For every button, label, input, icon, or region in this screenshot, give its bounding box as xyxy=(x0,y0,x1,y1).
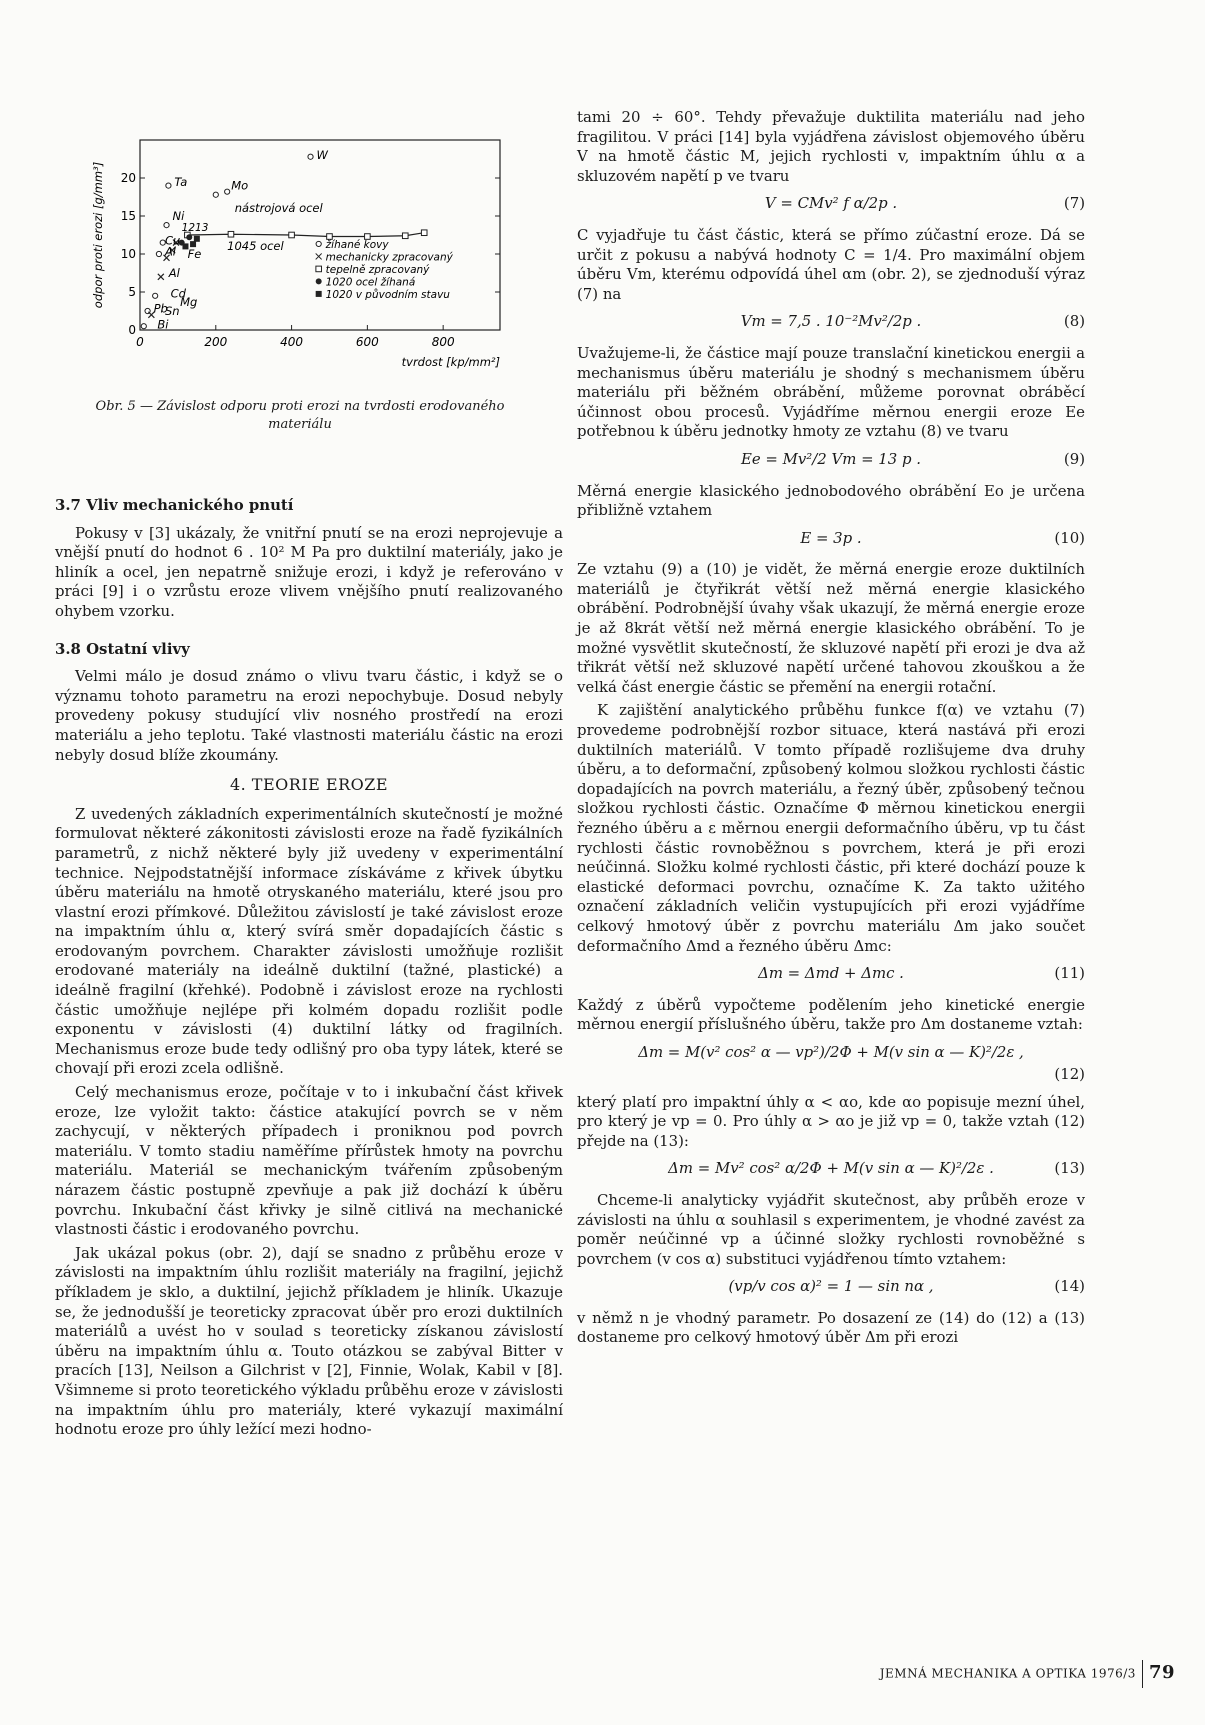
annealed-metal-point xyxy=(225,189,230,194)
legend-label: žíhané kovy xyxy=(325,238,389,251)
equation-9-body: Ee = Mv²/2 Vm = 13 p . xyxy=(741,449,921,468)
equation-7-number: (7) xyxy=(1063,194,1085,213)
metal-label: Pb xyxy=(153,301,168,316)
section-4-paragraph-3: Jak ukázal pokus (obr. 2), dají se snadno z průběhu eroze v závislosti na impaktním úhlu rozlišit materiály na fragilní, jejichž příkladem je sklo, a duktilní, jejichž příkladem je hliník. Ukazuje se, že jednodušší je teoreticky zpracovat úběr pro erozi duktilních materiálů a uvést ho v soulad s teoreticky získanou závislostí úběru na impaktním úhlu α. Touto otázkou se zabýval Bitter v pracích [13], Neilson a Gilchrist v [2], Finnie, Wolak, Kabil v [8]. Všimneme si proto teoretického výkladu průběhu eroze v závislosti na impaktním úhlu pro materiály, které vykazují maximální hodnotu eroze pro úhly ležící mezi hodno- xyxy=(55,1243,563,1439)
equation-10-body: E = 3p . xyxy=(800,528,862,547)
y-axis-label: odpor proti erozi [g/mm³] xyxy=(91,161,105,309)
y-tick-label: 15 xyxy=(120,209,136,223)
journal-name: JEMNÁ MECHANIKA A OPTIKA 1976/3 xyxy=(879,1666,1136,1681)
metal-label: Bi xyxy=(157,317,169,332)
equation-13-number: (13) xyxy=(1054,1159,1085,1178)
y-tick-label: 10 xyxy=(120,247,136,261)
right-paragraph-10: v němž n je vhodný parametr. Po dosazení ze (14) do (12) a (13) dostaneme pro celkový hmotový úběr Δm při erozi xyxy=(577,1308,1085,1347)
page-footer xyxy=(880,1660,1175,1688)
section-4-paragraph-2: Celý mechanismus eroze, počítaje v to i inkubační část křivek eroze, lze vyložit takto: částice atakující povrch se v něm zachycují, v některých případech i proniknou pod povrch materiálu. V tomto stadiu naměříme přírůstek hmoty na povrchu materiálu. Materiál se mechanickým tvářením způsobeným nárazem částic postupně zpevňuje a pak již dochází k úběru povrchu. Inkubační část křivky je silně citlivá na mechanické vlastnosti částic i erodovaného povrchu. xyxy=(55,1083,563,1239)
x-tick-label: 400 xyxy=(280,335,304,349)
y-tick-label: 5 xyxy=(128,285,136,299)
section-4-paragraph-1: Z uvedených základních experimentálních skutečností je možné formulovat některé zákonitosti závislosti eroze na řadě fyzikálních parametrů, z nichž některé byly již uvedeny v experimentální technice. Nejpodstatnější informace získáváme z křivek úbytku úběru materiálu na hmotě otryskaného materiálu, které jsou pro vlastní erozi přímkové. Důležitou závislostí je také závislost eroze na impaktním úhlu α, který svírá směr dopadajících částic s erodovaným povrchem. Charakter závislosti umožňuje rozlišit erodované materiály na ideálně duktilní (tažné, plastické) a ideálně fragilní (křehké). Podobně i závislost eroze na rychlosti částic umožňuje nejlépe při kolmém dopadu rozlišit podle exponentu v závislosti (4) duktilní látky od fragilních. Mechanismus eroze bude tedy odlišný pro oba typy látek, které se chovají při erozi zcela odlišně. xyxy=(55,804,563,1078)
legend-marker-tempered xyxy=(316,266,322,272)
metal-label: Ni xyxy=(172,209,185,223)
metal-label: Mo xyxy=(231,178,249,193)
figure-5 xyxy=(80,115,520,435)
tempered-point xyxy=(421,230,427,236)
original-1020-point xyxy=(194,236,200,242)
right-column xyxy=(577,108,1085,1352)
equation-11 xyxy=(577,964,1085,984)
equation-7 xyxy=(577,194,1085,214)
section-3-7-paragraph: Pokusy v [3] ukázaly, že vnitřní pnutí se na erozi neprojevuje a vnější pnutí do hodnot 6 . 10² M Pa pro duktilní materiály, jako je hliník a ocel, jen nepatrně snižuje erozi, i když je referováno v práci [9] i o vzrůstu eroze vlivem vnějšího pnutí realizovaného ohybem vzorku. xyxy=(55,523,563,620)
curve-label: 1213 xyxy=(181,222,209,235)
right-paragraph-3: Uvažujeme-li, že částice mají pouze translační kinetickou energii a mechanismus úběru materiálu je shodný s mechanismem úběru materiálu při běžném obrábění, můžeme porovnat obráběcí účinnost obou procesů. Vyjádříme měrnou energii eroze Ee potřebnou k úběru jednotky hmoty ze vztahu (8) ve tvaru xyxy=(577,343,1085,441)
equation-14-number: (14) xyxy=(1054,1277,1085,1296)
annealed-metal-point xyxy=(213,192,218,197)
footer-divider xyxy=(1142,1660,1143,1688)
x-tick-label: 200 xyxy=(204,335,228,349)
annealed-metal-point xyxy=(153,293,158,298)
section-3-8-paragraph: Velmi málo je dosud známo o vlivu tvaru částic, i když se o významu tohoto parametru na erozi nepochybuje. Dosud nebyly provedeny pokusy studující vliv nosného prostředí na erozi materiálu a jeho teplotu. Také vlastnosti materiálu částic na erozi nebyly dosud blíže zkoumány. xyxy=(55,667,563,764)
equation-8-body: Vm = 7,5 . 10⁻²Mv²/2p . xyxy=(740,312,922,331)
right-paragraph-1: tami 20 ÷ 60°. Tehdy převažuje duktilita materiálu nad jeho fragilitou. V práci [14] byla vyjádřena závislost objemového úběru V na hmotě částic M, jejich rychlosti v, impaktním úhlu α a skluzovém napětí p ve tvaru xyxy=(577,108,1085,185)
x-tick-label: 600 xyxy=(355,335,379,349)
caption-prefix: Obr. 5 xyxy=(95,399,136,414)
right-paragraph-8: který platí pro impaktní úhly α < αo, kde αo popisuje mezní úhel, pro který je vp = 0. Pro úhly α > αo je již vp = 0, takže vztah (12) přejde na (13): xyxy=(577,1092,1085,1150)
equation-8 xyxy=(577,312,1085,332)
metal-label: Al xyxy=(164,244,177,259)
right-paragraph-4: Měrná energie klasického jednobodového obrábění Eo je určena přibližně vztahem xyxy=(577,481,1085,520)
equation-7-body: V = CMv² f α/2p . xyxy=(764,194,898,213)
equation-12 xyxy=(577,1043,1085,1081)
equation-12-number: (12) xyxy=(1054,1064,1085,1083)
legend-label: 1020 v původním stavu xyxy=(325,288,450,301)
y-tick-label: 0 xyxy=(128,323,136,337)
annealed-metal-point xyxy=(308,154,313,159)
annealed-metal-point xyxy=(156,251,161,256)
metal-label: Al xyxy=(168,266,180,280)
equation-11-number: (11) xyxy=(1054,964,1085,983)
equation-11-body: Δm = Δmd + Δmc . xyxy=(758,964,904,983)
equation-13 xyxy=(577,1159,1085,1179)
equation-14-body: (vp/v cos α)² = 1 — sin nα , xyxy=(728,1277,934,1296)
metal-label: Fe xyxy=(187,247,202,261)
legend-marker-1020-original xyxy=(316,291,322,297)
curve-label: nástrojová ocel xyxy=(234,201,323,216)
section-3-7-title: 3.7 Vliv mechanického pnutí xyxy=(55,496,294,514)
annealed-metal-point xyxy=(164,223,169,228)
equation-10 xyxy=(577,529,1085,549)
legend-marker-1020-annealed xyxy=(316,278,322,284)
section-4-title: 4. TEORIE EROZE xyxy=(229,775,389,795)
legend-label: 1020 ocel žíhaná xyxy=(325,276,416,289)
equation-8-number: (8) xyxy=(1063,312,1085,331)
equation-12-body: Δm = M(v² cos² α — vp²)/2Φ + M(v sin α — K)²/2ε , xyxy=(638,1042,1024,1061)
left-column xyxy=(55,478,563,1444)
metal-label: Mg xyxy=(180,294,198,309)
legend-label: tepelně zpracovaný xyxy=(325,263,430,276)
figure-caption xyxy=(80,398,520,434)
x-tick-label: 0 xyxy=(136,335,144,349)
right-paragraph-7: Každý z úběrů vypočteme podělením jeho kinetické energie měrnou energií příslušného úběru, takže pro Δm dostaneme vztah: xyxy=(577,995,1085,1034)
equation-14 xyxy=(577,1277,1085,1297)
x-tick-label: 800 xyxy=(431,335,455,349)
equation-13-body: Δm = Mv² cos² α/2Φ + M(v sin α — K)²/2ε . xyxy=(668,1159,994,1178)
section-3-8-title: 3.8 Ostatní vlivy xyxy=(55,639,190,658)
right-paragraph-2: C vyjadřuje tu část částic, která se přímo zúčastní eroze. Dá se určit z pokusu a nabývá hodnoty C = 1/4. Pro maximální objem úběru Vm, kterému odpovídá úhel αm (obr. 2), se zjednoduší výraz (7) na xyxy=(577,225,1085,303)
annealed-metal-point xyxy=(166,183,171,188)
x-axis-label: tvrdost [kp/mm²] xyxy=(401,355,500,369)
right-paragraph-6: K zajištění analytického průběhu funkce f(α) ve vztahu (7) provedeme podrobnější rozbor situace, která nastává při erozi duktilních materiálů. V tomto případě rozlišujeme dva druhy úběru, a to deformační, způsobený kolmou složkou rychlosti částic dopadajících na povrch materiálu, a řezný úběr, způsobený tečnou složkou rychlosti částic. Označíme Φ měrnou kinetickou energii řezného úběru a ε měrnou energii deformačního úběru, vp tu část rychlosti částic rovnoběžnou s povrchem, která je při erozi neúčinná. Složku kolmé rychlosti částic, při které dochází pouze k elastické deformaci povrchu, označíme K. Za takto užitého označení základních veličin vystupujících při erozi vyjádříme celkový hmotový úběr z povrchu materiálu Δm jako součet deformačního Δmd a řezného úběru Δmc: xyxy=(577,701,1085,955)
metal-label: Cu xyxy=(164,233,181,248)
legend-label: mechanicky zpracovaný xyxy=(325,251,453,264)
legend-marker-annealed xyxy=(316,241,321,246)
annealed-metal-point xyxy=(141,324,146,329)
caption-text: — Závislost odporu proti erozi na tvrdosti erodovaného materiálu xyxy=(139,399,505,432)
metal-label: Sn xyxy=(164,304,180,318)
right-paragraph-5: Ze vztahu (9) a (10) je vidět, že měrná energie eroze duktilních materiálů je čtyřikrát větší než měrná energie klasického obrábění. Podrobnější úvahy však ukazují, že měrná energie eroze je až 8krát větší než měrná energie klasického obrábění. To je možné vysvětlit skutečností, že skluzové napětí při erozi je dva až třikrát větší než skluzové napětí určené tahovou zkouškou a že velká část energie částic se přemění na energii rotační. xyxy=(577,560,1085,696)
metal-label: Cd xyxy=(170,286,186,301)
tempered-point xyxy=(228,231,234,237)
right-paragraph-9: Chceme-li analyticky vyjádřit skutečnost, aby průběh eroze v závislosti na úhlu α souhlasil s experimentem, je vhodné zavést za poměr neúčinné vp a účinné složky rychlosti rovnoběžné s povrchem (v cos α) substituci vyjádřenou tímto vztahem: xyxy=(577,1190,1085,1268)
tempered-point xyxy=(402,233,408,239)
equation-9-number: (9) xyxy=(1063,449,1085,468)
curve-label: 1045 ocel xyxy=(227,239,284,254)
equation-9 xyxy=(577,450,1085,470)
tempered-point xyxy=(289,232,295,238)
metal-label: W xyxy=(316,148,328,163)
tempered-steel-curve xyxy=(187,233,424,237)
y-tick-label: 20 xyxy=(120,171,136,185)
erosion-hardness-chart xyxy=(80,115,520,395)
page-number: 79 xyxy=(1148,1661,1175,1683)
equation-10-number: (10) xyxy=(1054,528,1085,547)
metal-label: Ta xyxy=(174,174,188,189)
annealed-1020-point xyxy=(186,234,192,240)
